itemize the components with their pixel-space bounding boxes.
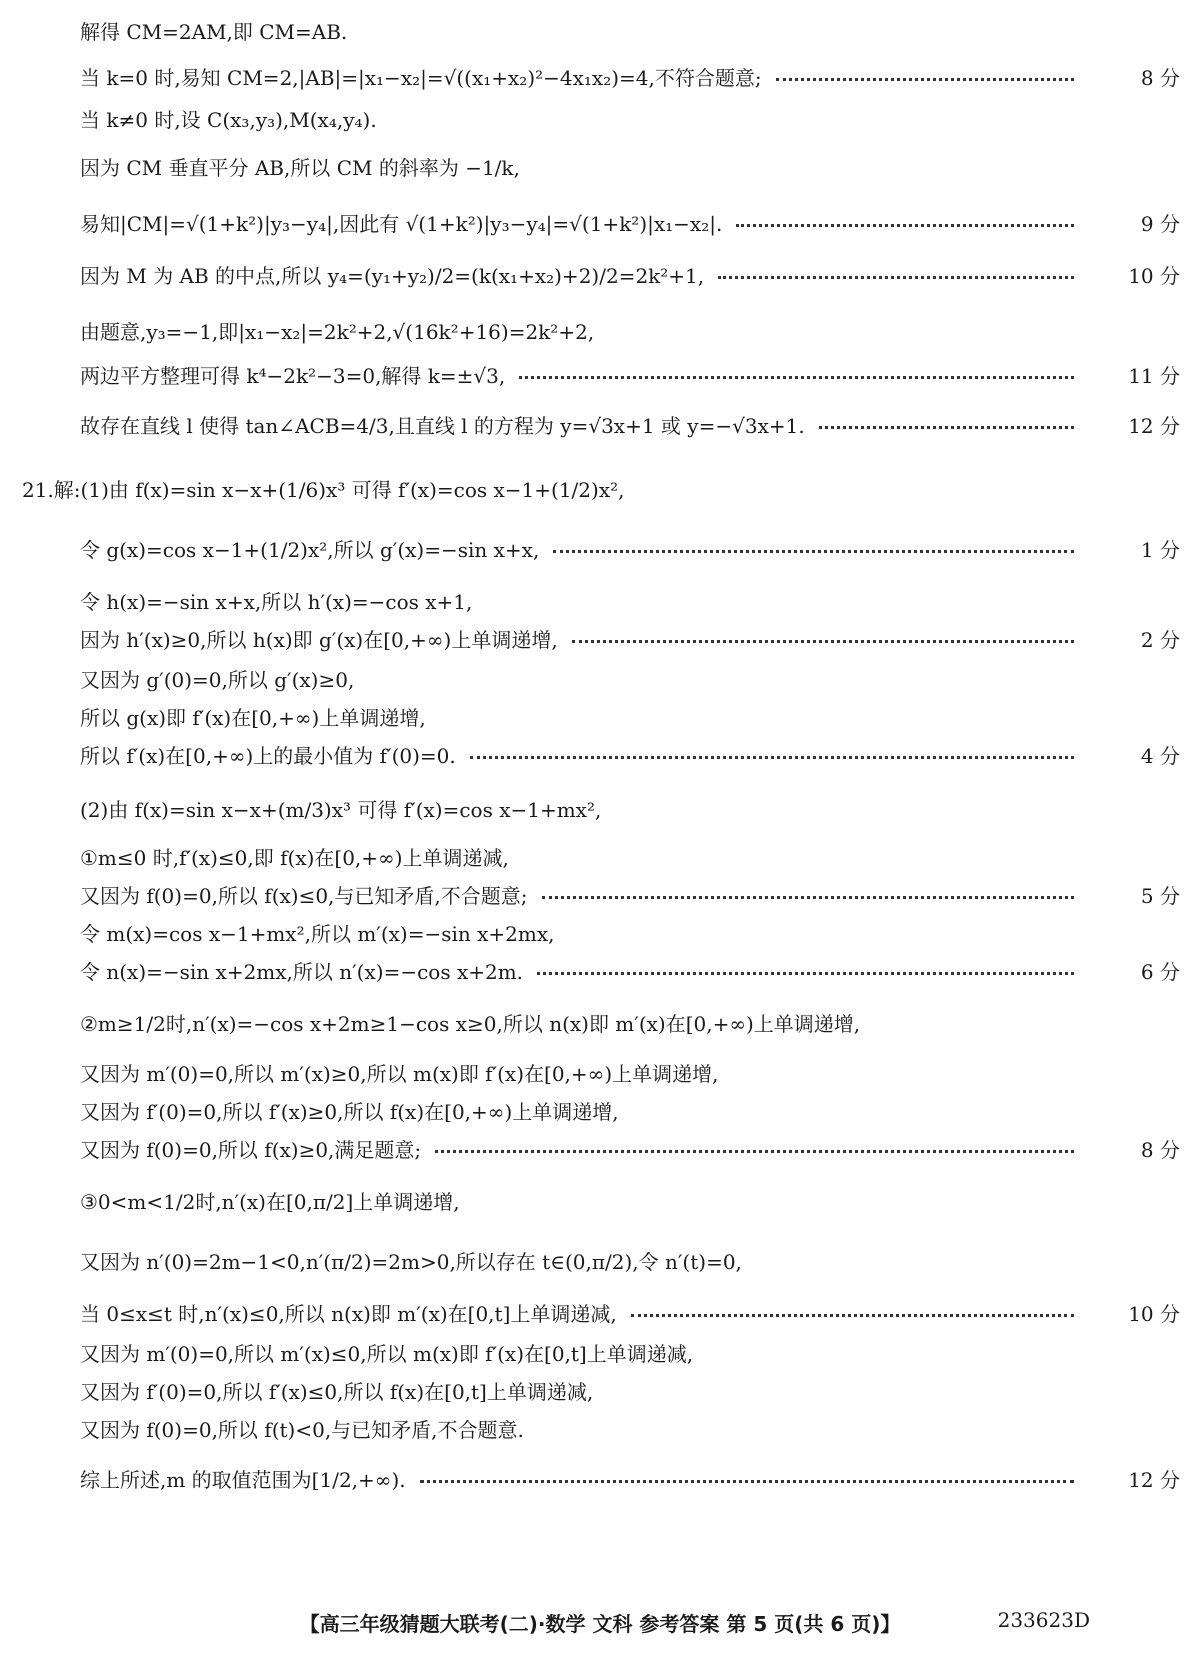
score-mark: 11 分: [1128, 364, 1180, 388]
question-21-heading: 21.解:(1)由 f(x)=sin x−x+(1/6)x³ 可得 f′(x)=cos x−1+(1/2)x²,: [22, 478, 625, 502]
solution-line: 当 k≠0 时,设 C(x₃,y₃),M(x₄,y₄).: [80, 108, 377, 132]
solution-line: 故存在直线 l 使得 tan∠ACB=4/3,且直线 l 的方程为 y=√3x+1 或 y=−√3x+1. 12 分: [80, 410, 1090, 439]
solution-line: 因为 M 为 AB 的中点,所以 y₄=(y₁+y₂)/2=(k(x₁+x₂)+2)/2=2k²+1, 10 分: [80, 260, 1090, 289]
solution-line: 由题意,y₃=−1,即|x₁−x₂|=2k²+2,√(16k²+16)=2k²+2,: [80, 320, 595, 344]
score-mark: 4 分: [1140, 744, 1180, 768]
score-mark: 8 分: [1140, 1138, 1180, 1162]
solution-line: (2)由 f(x)=sin x−x+(m/3)x³ 可得 f′(x)=cos x−1+mx²,: [80, 798, 602, 822]
solution-line: 当 0≤x≤t 时,n′(x)≤0,所以 n(x)即 m′(x)在[0,t]上单调递减, 10 分: [80, 1298, 1090, 1327]
solution-line: 当 k=0 时,易知 CM=2,|AB|=|x₁−x₂|=√((x₁+x₂)²−4x₁x₂)=4,不符合题意; 8 分: [80, 62, 1090, 91]
solution-line: 综上所述,m 的取值范围为[1/2,+∞). 12 分: [80, 1464, 1090, 1493]
solution-line: 两边平方整理可得 k⁴−2k²−3=0,解得 k=±√3, 11 分: [80, 360, 1090, 389]
solution-line: 又因为 f′(0)=0,所以 f′(x)≤0,所以 f(x)在[0,t]上单调递减,: [80, 1380, 594, 1404]
solution-line: 因为 h′(x)≥0,所以 h(x)即 g′(x)在[0,+∞)上单调递增, 2 分: [80, 624, 1090, 653]
score-mark: 1 分: [1140, 538, 1180, 562]
solution-line: 令 g(x)=cos x−1+(1/2)x²,所以 g′(x)=−sin x+x, 1 分: [80, 534, 1090, 563]
score-mark: 2 分: [1140, 628, 1180, 652]
solution-line: ①m≤0 时,f′(x)≤0,即 f(x)在[0,+∞)上单调递减,: [80, 846, 509, 870]
footer-title: 【高三年级猜题大联考(二)·数学 文科 参考答案 第 5 页(共 6 页)】: [299, 1612, 901, 1636]
solution-line: 又因为 n′(0)=2m−1<0,n′(π/2)=2m>0,所以存在 t∈(0,π/2),令 n′(t)=0,: [80, 1250, 742, 1274]
solution-line: ③0<m<1/2时,n′(x)在[0,π/2]上单调递增,: [80, 1190, 460, 1214]
solution-line: 又因为 f(0)=0,所以 f(x)≤0,与已知矛盾,不合题意; 5 分: [80, 880, 1090, 909]
score-mark: 5 分: [1140, 884, 1180, 908]
solution-line: 所以 g(x)即 f′(x)在[0,+∞)上单调递增,: [80, 706, 426, 730]
page-footer: [0, 1608, 1200, 1644]
score-mark: 9 分: [1140, 212, 1180, 236]
score-mark: 10 分: [1128, 264, 1180, 288]
solution-line: 因为 CM 垂直平分 AB,所以 CM 的斜率为 −1/k,: [80, 156, 520, 180]
score-mark: 6 分: [1140, 960, 1180, 984]
solution-line: 解得 CM=2AM,即 CM=AB.: [80, 20, 348, 44]
solution-line: 又因为 m′(0)=0,所以 m′(x)≥0,所以 m(x)即 f′(x)在[0,+∞)上单调递增,: [80, 1062, 719, 1086]
score-mark: 12 分: [1128, 414, 1180, 438]
solution-line: 易知|CM|=√(1+k²)|y₃−y₄|,因此有 √(1+k²)|y₃−y₄|=√(1+k²)|x₁−x₂|. 9 分: [80, 208, 1090, 237]
score-mark: 8 分: [1140, 66, 1180, 90]
solution-line: 又因为 f(0)=0,所以 f(t)<0,与已知矛盾,不合题意.: [80, 1418, 524, 1442]
solution-line: 又因为 g′(0)=0,所以 g′(x)≥0,: [80, 668, 355, 692]
solution-line: 令 h(x)=−sin x+x,所以 h′(x)=−cos x+1,: [80, 590, 473, 614]
solution-line: 令 m(x)=cos x−1+mx²,所以 m′(x)=−sin x+2mx,: [80, 922, 555, 946]
solution-line: 又因为 f(0)=0,所以 f(x)≥0,满足题意; 8 分: [80, 1134, 1090, 1163]
solution-line: ②m≥1/2时,n′(x)=−cos x+2m≥1−cos x≥0,所以 n(x)即 m′(x)在[0,+∞)上单调递增,: [80, 1012, 861, 1036]
solution-line: 又因为 m′(0)=0,所以 m′(x)≤0,所以 m(x)即 f′(x)在[0,t]上单调递减,: [80, 1342, 694, 1366]
score-mark: 10 分: [1128, 1302, 1180, 1326]
score-mark: 12 分: [1128, 1468, 1180, 1492]
footer-code: 233623D: [997, 1608, 1090, 1632]
solution-line: 所以 f′(x)在[0,+∞)上的最小值为 f′(0)=0. 4 分: [80, 740, 1090, 769]
solution-line: 令 n(x)=−sin x+2mx,所以 n′(x)=−cos x+2m. 6 分: [80, 956, 1090, 985]
solution-line: 又因为 f′(0)=0,所以 f′(x)≥0,所以 f(x)在[0,+∞)上单调递增,: [80, 1100, 619, 1124]
